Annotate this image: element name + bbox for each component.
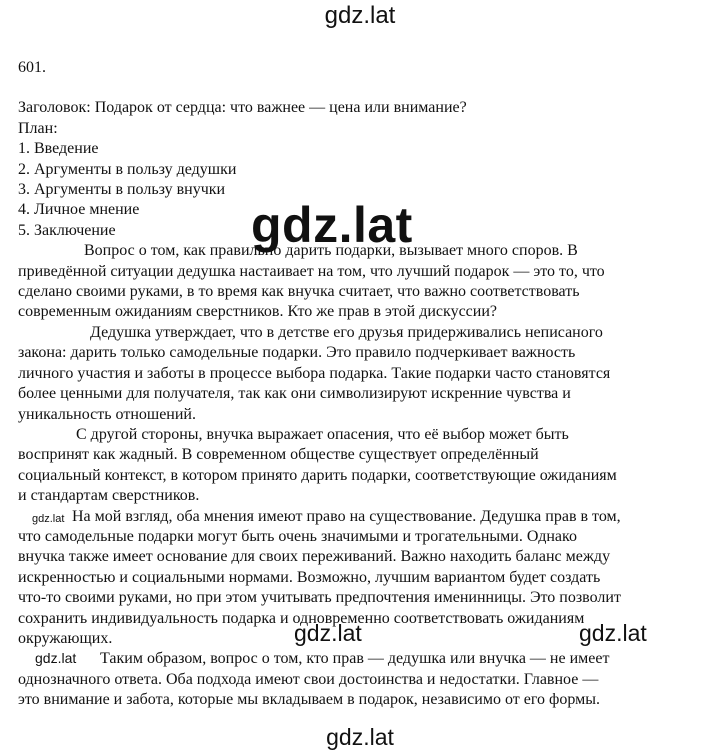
watermark-bottom: gdz.lat	[326, 724, 394, 750]
plan-label: План:	[18, 119, 58, 137]
paragraph-line: уникальность отношений.	[18, 405, 196, 423]
plan-item: 1. Введение	[18, 140, 99, 158]
watermark-mid-right: gdz.lat	[579, 620, 647, 646]
watermark-mid-left: gdz.lat	[294, 620, 362, 646]
paragraph-line: более ценными для получателя, так как они символизируют искренние чувства и	[18, 385, 571, 403]
watermark-center: gdz.lat	[251, 197, 413, 253]
paragraph-line: что самодельные подарки могут быть очень значимыми и трогательными. Однако	[18, 527, 577, 545]
paragraph-line: социальный контекст, в котором принято дарить подарки, соответствующие ожиданиям	[18, 466, 617, 484]
paragraph-line: это внимание и забота, которые мы вкладываем в подарок, независимо от его формы.	[18, 691, 601, 709]
paragraph-line: Таким образом, вопрос о том, кто прав — дедушка или внучка — не имеет	[100, 650, 610, 668]
paragraph-line: сделано своими руками, в то время как внучка считает, что важно соответствовать	[18, 283, 580, 301]
paragraph-line: внучка также имеет основание для своих переживаний. Важно находить баланс между	[18, 548, 611, 566]
paragraph-line: Дедушка утверждает, что в детстве его друзья придерживались неписаного	[90, 323, 603, 341]
paragraph-introduction	[18, 241, 708, 323]
plan-item: 4. Личное мнение	[18, 201, 140, 219]
paragraph-line: На мой взгляд, оба мнения имеют право на существование. Дедушка прав в том,	[72, 507, 621, 525]
paragraph-line: сохранить индивидуальность подарка и одновременно соответствовать ожиданиям	[18, 609, 585, 627]
paragraph-line: и стандартам сверстников.	[18, 487, 200, 505]
paragraph-line: личного участия и заботы в процессе выбора подарка. Такие подарки часто становятся	[18, 364, 611, 382]
watermark-top: gdz.lat	[324, 2, 396, 29]
paragraph-line: закона: дарить только самодельные подарки. Это правило подчеркивает важность	[18, 344, 576, 362]
paragraph-line: искренностью и социальными нормами. Возможно, лучшим вариантом будет создать	[18, 568, 601, 586]
paragraph-line: современным ожиданиям сверстников. Кто же прав в этой дискуссии?	[18, 303, 498, 321]
plan-item: 5. Заключение	[18, 221, 116, 239]
watermark-small: gdz.lat	[35, 650, 77, 666]
paragraph-conclusion	[18, 649, 708, 710]
watermark-small: gdz.lat	[32, 513, 65, 525]
plan-item: 3. Аргументы в пользу внучки	[18, 181, 226, 199]
paragraph-line: приведённой ситуации дедушка настаивает на том, что лучший подарок — это то, что	[18, 262, 605, 280]
paragraph-grandfather	[18, 323, 708, 425]
paragraph-line: воспринят как жадный. В современном обществе существует определённый	[18, 446, 539, 464]
paragraph-line: однозначного ответа. Оба подхода имеют свои достоинства и недостатки. Главное —	[18, 670, 599, 688]
task-number: 601.	[18, 59, 46, 76]
paragraph-line: С другой стороны, внучка выражает опасения, что её выбор может быть	[76, 425, 569, 443]
paragraph-granddaughter	[18, 425, 708, 507]
plan-item: 2. Аргументы в пользу дедушки	[18, 160, 237, 178]
paragraph-line: окружающих.	[18, 629, 113, 647]
document-body	[18, 58, 708, 711]
paragraph-line: Вопрос о том, как правильно дарить подарки, вызывает много споров. В	[84, 242, 578, 260]
essay-heading: Заголовок: Подарок от сердца: что важнее — цена или внимание?	[18, 99, 467, 117]
paragraph-line: что-то своими руками, но при этом учитывать предпочтения именинницы. Это позволит	[18, 589, 621, 607]
